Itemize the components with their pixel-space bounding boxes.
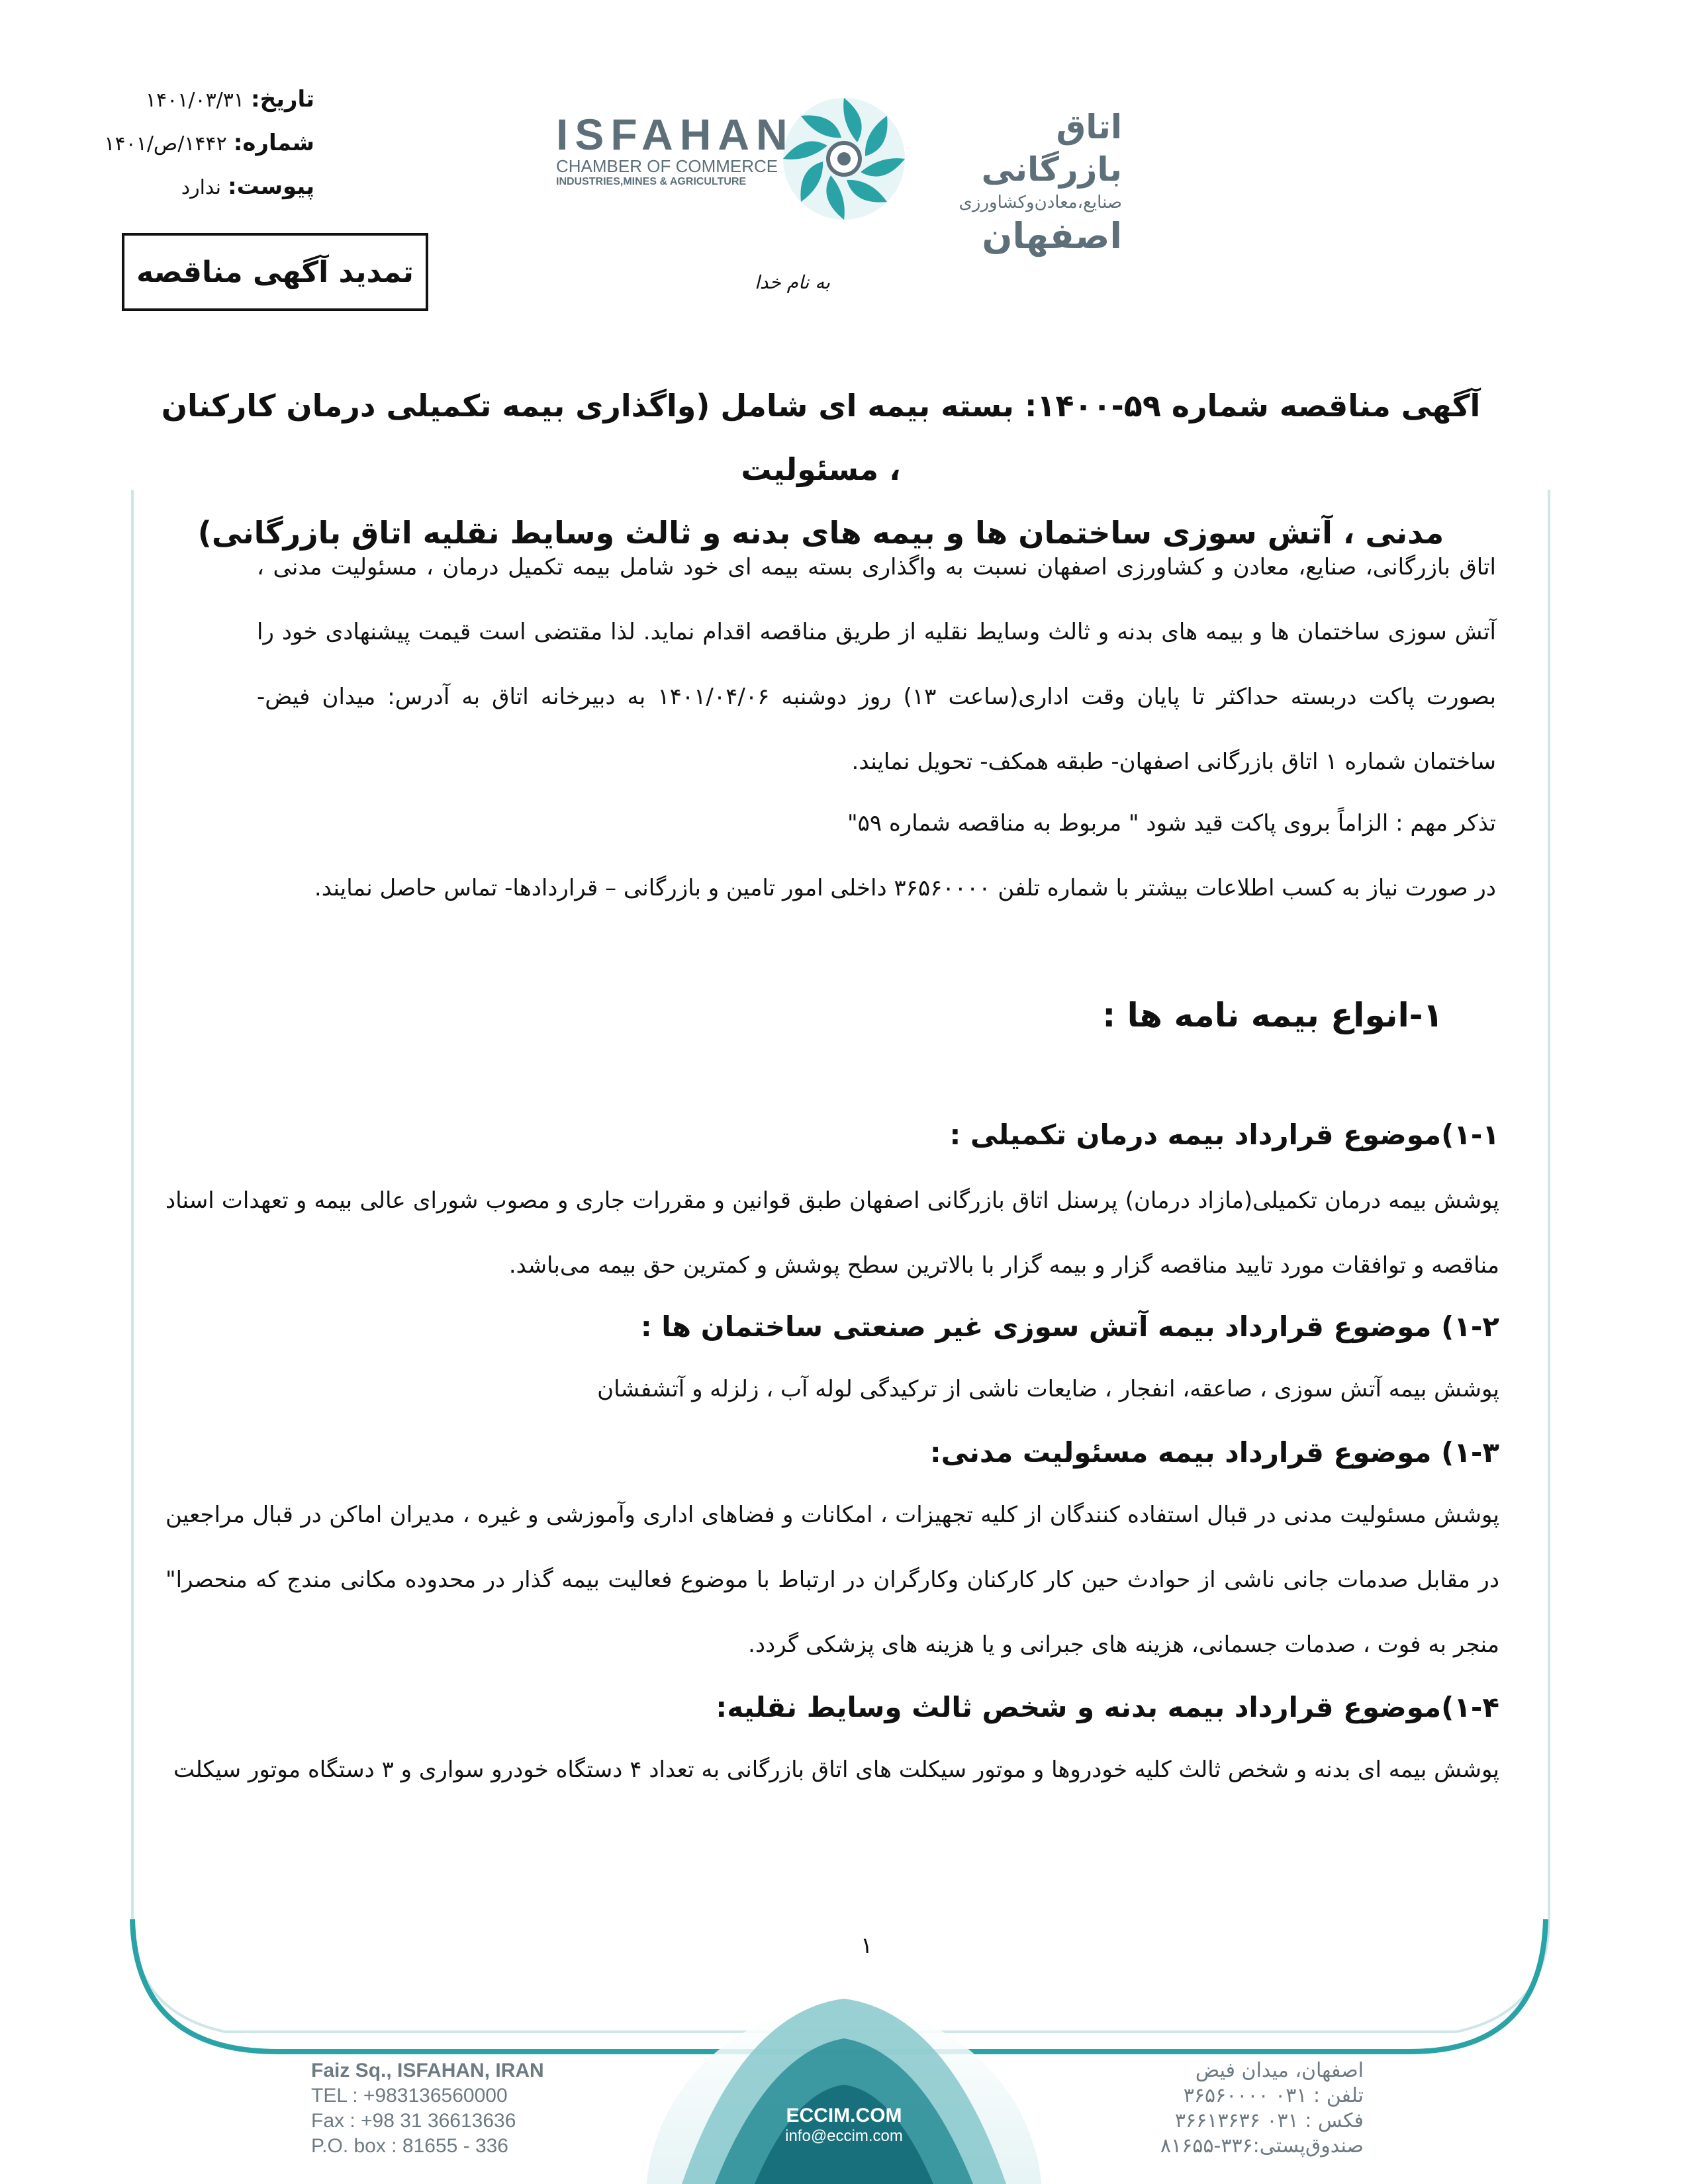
s1-1-body: پوشش بیمه درمان تکمیلی(مازاد درمان) پرسنل اتاق بازرگانی اصفهان طبق قوانین و مقررات جاری و مصوب شورای عالی بیمه و تعهدات اسناد مناقصه و توافقات مورد تایید مناقصه گزار و بیمه گزار با بالاترین سطح پوشش و کمترین حق بیمه می‌باشد. (165, 1187, 1499, 1279)
attachment-label: پیوست: (228, 173, 314, 200)
footer-en-tel: TEL : +983136560000 (311, 2085, 508, 2107)
s1-2-heading: ۱-۲) موضوع قرارداد بیمه آتش سوزی غیر صنعتی ساختمان ها : (640, 1310, 1499, 1343)
important-note: تذکر مهم : الزاماً بروی پاکت قید شود " مربوط به مناقصه شماره ۵۹" (847, 810, 1496, 837)
logo-emblem (783, 98, 905, 220)
footer-emblem (645, 1999, 1043, 2184)
date-row (63, 78, 314, 122)
section1-heading: ۱-انواع بیمه نامه ها : (1102, 996, 1443, 1034)
logo-fa-line2: صنایع،معادن‌وکشاورزی (959, 193, 1122, 212)
attachment-value: ندارد (181, 176, 221, 199)
logo-en-line1: CHAMBER OF COMMERCE (556, 156, 778, 176)
contact-paragraph: در صورت نیاز به کسب اطلاعات بیشتر با شماره تلفن ۳۶۵۶۰۰۰۰ داخلی امور تامین و بازرگانی – قراردادها- تماس حاصل نمایند. (314, 875, 1496, 901)
footer-website[interactable]: ECCIM.COM (786, 2105, 902, 2126)
attachment-row (63, 165, 314, 209)
s1-1-heading: ۱-۱)موضوع قرارداد بیمه درمان تکمیلی : (949, 1118, 1499, 1151)
number-value: ۱۴۴۲/ص/۱۴۰۱ (104, 132, 227, 156)
s1-4-heading: ۱-۴)موضوع قرارداد بیمه بدنه و شخص ثالث وسایط نقلیه: (716, 1691, 1499, 1723)
extension-notice-box: تمدید آگهی مناقصه (122, 233, 428, 311)
footer-en-address: Faiz Sq., ISFAHAN, IRAN (311, 2060, 544, 2081)
footer-en-pobox: P.O. box : 81655 - 336 (311, 2135, 508, 2157)
title-line1: آگهی مناقصه شماره ۵۹-۱۴۰۰: بسته بیمه ای شامل (واگذاری بیمه تکمیلی درمان کارکنان ، مسئولیت (161, 388, 1481, 487)
logo-fa-line3: اصفهان (982, 215, 1122, 257)
in-the-name-of-god: به نام خدا (755, 271, 831, 293)
footer-fa-address: اصفهان، میدان فیض (1195, 2059, 1364, 2082)
footer-english (311, 2058, 544, 2159)
footer-persian (1099, 2058, 1364, 2159)
footer-en-fax: Fax : +98 31 36613636 (311, 2110, 516, 2132)
page-number: ۱ (861, 1933, 873, 1959)
footer-fa-fax: فکس : ۰۳۱ ۳۶۶۱۳۶۳۶ (1174, 2109, 1364, 2132)
logo-persian (910, 106, 1122, 258)
logo-english (556, 110, 794, 188)
s1-2-body: پوشش بیمه آتش سوزی ، صاعقه، انفجار ، ضایعات ناشی از ترکیدگی لوله آب ، زلزله و آتشفشان (597, 1376, 1499, 1402)
date-value: ۱۴۰۱/۰۳/۳۱ (145, 89, 245, 112)
footer-email[interactable]: info@eccim.com (785, 2127, 903, 2145)
intro-paragraph: اتاق بازرگانی، صنایع، معادن و کشاورزی اصفهان نسبت به واگذاری بسته بیمه ای خود شامل بیمه تکمیل درمان ، مسئولیت مدنی ، آتش سوزی ساختمان ها و بیمه های بدنه و ثالث وسایط نقلیه از طریق مناقصه اقدام نماید. لذا مقتضی است قیمت پیشنهادی خود را بصورت پاکت دربسته حداکثر تا پایان وقت اداری(ساعت ۱۳) روز دوشنبه ۱۴۰۱/۰۴/۰۶ به دبیرخانه اتاق به آدرس: میدان فیض- ساختمان شماره ۱ اتاق بازرگانی اصفهان- طبقه همکف- تحویل نمایند. (257, 554, 1497, 775)
logo-en-line2: INDUSTRIES,MINES & AGRICULTURE (556, 176, 747, 187)
number-row (63, 122, 314, 165)
logo-en-name: ISFAHAN (556, 110, 794, 159)
number-label: شماره: (233, 130, 314, 156)
s1-3-body: پوشش مسئولیت مدنی در قبال استفاده کنندگان از کلیه تجهیزات ، امکانات و فضاهای اداری وآموزشی و غیره ، مدیران اماکن در قبال مراجعین در مقابل صدمات جانی ناشی از حوادث حین کار کارکنان وکارگران در ارتباط با موضوع فعالیت بیمه گذار در محدوده مکانی مندج که منحصرا" منجر به فوت ، صدمات جسمانی، هزینه های جبرانی و یا هزینه های پزشکی گردد. (165, 1502, 1499, 1658)
footer-site (728, 2105, 960, 2146)
letter-meta (63, 78, 314, 209)
date-label: تاریخ: (251, 86, 314, 113)
logo-fa-line1: اتاق بازرگانی (981, 108, 1122, 189)
s1-3-heading: ۱-۳) موضوع قرارداد بیمه مسئولیت مدنی: (929, 1436, 1499, 1469)
title-line2: مدنی ، آتش سوزی ساختمان ها و بیمه های بدنه و ثالث وسایط نقلیه اتاق بازرگانی) (197, 515, 1444, 551)
footer-fa-tel: تلفن : ۰۳۱ ۳۶۵۶۰۰۰۰ (1183, 2084, 1364, 2107)
footer-fa-pobox: صندوق‌پستی:۳۳۶-۸۱۶۵۵ (1160, 2134, 1364, 2158)
s1-4-body: پوشش بیمه ای بدنه و شخص ثالث کلیه خودروها و موتور سیکلت های اتاق بازرگانی به تعداد ۴ دستگاه خودرو سواری و ۳ دستگاه موتور سیکلت (173, 1756, 1499, 1783)
